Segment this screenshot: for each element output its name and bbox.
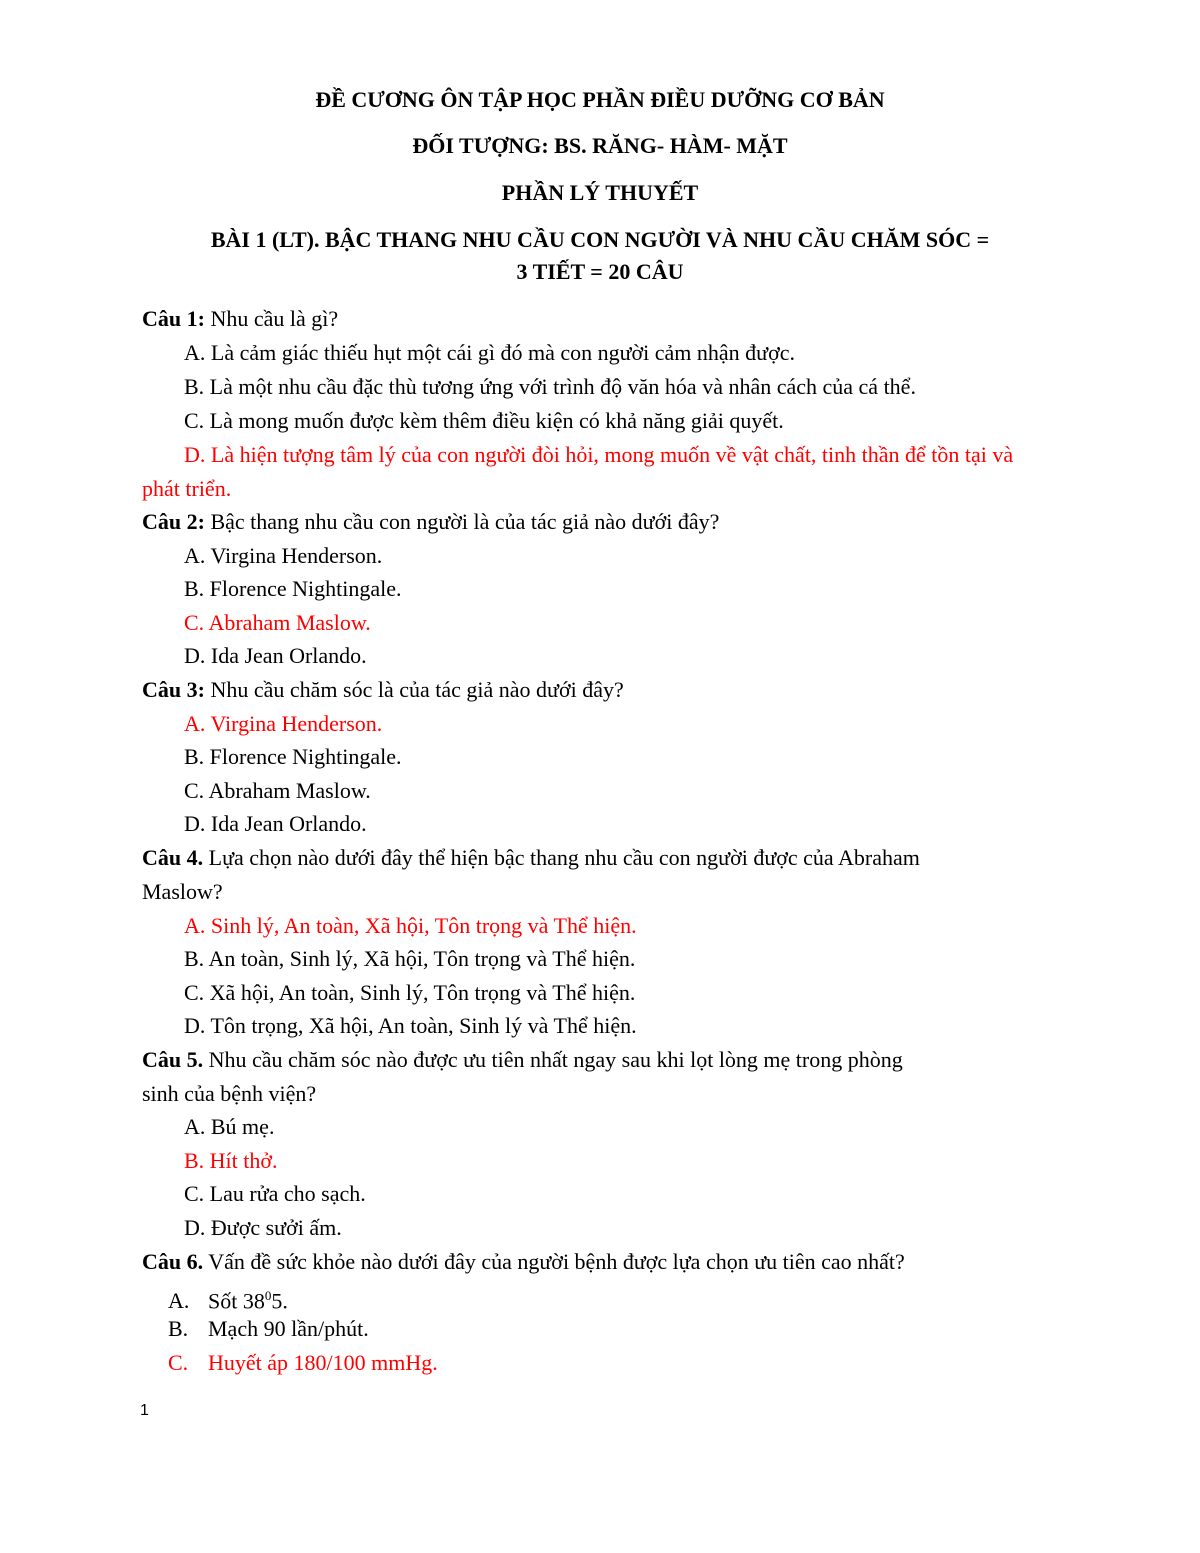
q6-option-c-correct — [168, 1347, 1098, 1379]
question-4 — [142, 842, 1072, 874]
question-label: Câu 2: — [142, 509, 205, 534]
question-3 — [142, 674, 1072, 706]
question-text: Nhu cầu chăm sóc là của tác giả nào dưới đây? — [204, 677, 624, 702]
question-text: Vấn đề sức khỏe nào dưới đây của người bệnh được lựa chọn ưu tiên cao nhất? — [203, 1249, 905, 1274]
option-letter: C. — [168, 1350, 189, 1375]
q4-option-b: B. An toàn, Sinh lý, Xã hội, Tôn trọng và Thể hiện. — [184, 946, 636, 971]
q5-option-a: A. Bú mẹ. — [184, 1114, 275, 1139]
q3-option-a-correct: A. Virgina Henderson. — [184, 711, 383, 736]
option-text: Sốt 38 — [208, 1288, 265, 1314]
question-text-line1: Lựa chọn nào dưới đây thể hiện bậc thang nhu cầu con người được của Abraham — [203, 845, 920, 870]
question-6 — [142, 1246, 1072, 1278]
q1-option-a: A. Là cảm giác thiếu hụt một cái gì đó mà con người cảm nhận được. — [184, 340, 795, 365]
q3-option-d: D. Ida Jean Orlando. — [184, 811, 367, 836]
option-text-after: 5. — [271, 1288, 288, 1314]
option-text: Mạch 90 lần/phút. — [208, 1316, 369, 1341]
question-text: Nhu cầu là gì? — [204, 306, 339, 331]
q5-option-d: D. Được sưởi ấm. — [184, 1215, 342, 1240]
question-5 — [142, 1044, 1072, 1076]
q6-option-a — [168, 1280, 1098, 1317]
q4-option-a-correct: A. Sinh lý, An toàn, Xã hội, Tôn trọng và Thể hiện. — [184, 913, 637, 938]
section-heading: PHẦN LÝ THUYẾT — [501, 180, 699, 205]
q3-option-b: B. Florence Nightingale. — [184, 744, 402, 769]
doc-title: ĐỀ CƯƠNG ÔN TẬP HỌC PHẦN ĐIỀU DƯỠNG CƠ BẢN — [315, 87, 885, 112]
question-label: Câu 3: — [142, 677, 205, 702]
q4-option-d: D. Tôn trọng, Xã hội, An toàn, Sinh lý và Thể hiện. — [184, 1013, 637, 1038]
option-superscript: 0 — [264, 1288, 272, 1303]
question-text: Bậc thang nhu cầu con người là của tác giả nào dưới đây? — [204, 509, 720, 534]
q6-option-b — [168, 1313, 1098, 1345]
page-number: 1 — [140, 1402, 149, 1419]
q3-option-c: C. Abraham Maslow. — [184, 778, 371, 803]
question-label: Câu 1: — [142, 306, 205, 331]
q2-option-d: D. Ida Jean Orlando. — [184, 643, 367, 668]
q1-option-c: C. Là mong muốn được kèm thêm điều kiện có khả năng giải quyết. — [184, 408, 784, 433]
question-text-line1: Nhu cầu chăm sóc nào được ưu tiên nhất ngay sau khi lọt lòng mẹ trong phòng — [203, 1047, 903, 1072]
question-label: Câu 6. — [142, 1249, 204, 1274]
q5-option-b-correct: B. Hít thở. — [184, 1148, 278, 1173]
q2-option-a: A. Virgina Henderson. — [184, 543, 383, 568]
question-4-continued: Maslow? — [142, 879, 223, 904]
q1-option-d-correct: D. Là hiện tượng tâm lý của con người đòi hỏi, mong muốn về vật chất, tinh thần để tồn tại và phát triển. — [142, 442, 1014, 501]
q2-option-b: B. Florence Nightingale. — [184, 576, 402, 601]
doc-audience: ĐỐI TƯỢNG: BS. RĂNG- HÀM- MẶT — [412, 133, 788, 158]
q5-option-c: C. Lau rửa cho sạch. — [184, 1181, 366, 1206]
question-5-continued: sinh của bệnh viện? — [142, 1081, 317, 1106]
lesson-heading-line2: 3 TIẾT = 20 CÂU — [516, 259, 684, 284]
q4-option-c: C. Xã hội, An toàn, Sinh lý, Tôn trọng và Thể hiện. — [184, 980, 636, 1005]
option-letter: A. — [168, 1288, 190, 1314]
lesson-heading-line1: BÀI 1 (LT). BẬC THANG NHU CẦU CON NGƯỜI VÀ NHU CẦU CHĂM SÓC = — [210, 227, 990, 252]
option-text: Huyết áp 180/100 mmHg. — [208, 1350, 438, 1375]
q2-option-c-correct: C. Abraham Maslow. — [184, 610, 371, 635]
q1-option-b: B. Là một nhu cầu đặc thù tương ứng với trình độ văn hóa và nhân cách của cá thể. — [184, 374, 916, 399]
question-1 — [142, 303, 1072, 335]
question-label: Câu 4. — [142, 845, 204, 870]
question-2 — [142, 506, 1072, 538]
question-label: Câu 5. — [142, 1047, 204, 1072]
option-letter: B. — [168, 1316, 189, 1341]
